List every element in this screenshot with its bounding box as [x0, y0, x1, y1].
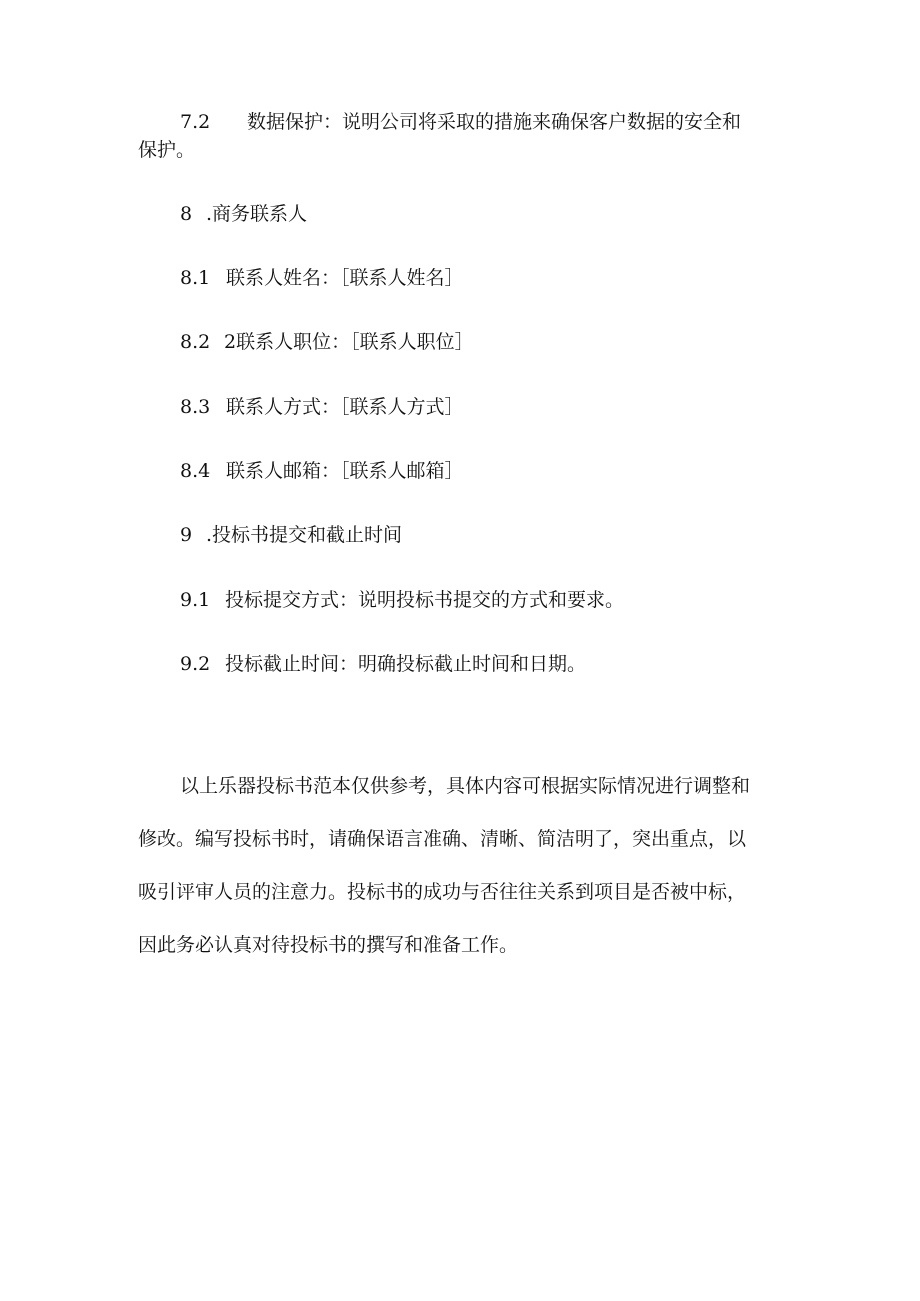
section-8-4 — [180, 457, 464, 485]
section-number: 8 — [180, 203, 193, 225]
section-text: 联系人姓名：［联系人姓名］ — [226, 267, 464, 289]
section-text: 联系人邮箱：［联系人邮箱］ — [226, 460, 464, 482]
closing-line: 以上乐器投标书范本仅供参考，具体内容可根据实际情况进行调整和 — [180, 775, 751, 797]
section-heading-text: .投标书提交和截止时间 — [206, 524, 403, 546]
closing-line: 修改。编写投标书时，请确保语言准确、清晰、简洁明了，突出重点，以 — [138, 828, 747, 850]
section-number: 8.1 — [180, 267, 211, 289]
section-text: 投标提交方式：说明投标书提交的方式和要求。 — [225, 589, 625, 611]
closing-line: 吸引评审人员的注意力。投标书的成功与否往往关系到项目是否被中标， — [138, 881, 747, 903]
section-text: 数据保护：说明公司将采取的措施来确保客户数据的安全和 — [247, 111, 742, 133]
section-number: 7.2 — [180, 111, 211, 133]
section-number: 8.4 — [180, 460, 211, 482]
section-8-2 — [180, 328, 474, 356]
section-heading-text: .商务联系人 — [206, 203, 308, 225]
section-text: 联系人方式：［联系人方式］ — [226, 396, 464, 418]
section-number: 9.2 — [180, 653, 211, 675]
closing-paragraph — [138, 772, 788, 984]
section-7-2-continuation — [138, 136, 195, 164]
section-number: 9 — [180, 524, 193, 546]
section-7-2-text — [247, 108, 741, 136]
closing-line: 因此务必认真对待投标书的撰写和准备工作。 — [138, 934, 519, 956]
section-7-2 — [180, 108, 210, 136]
section-number: 8.2 — [180, 331, 211, 353]
section-9-2 — [180, 650, 586, 678]
section-text: 2联系人职位：［联系人职位］ — [224, 331, 474, 353]
section-8-heading — [180, 200, 307, 228]
section-text: 投标截止时间：明确投标截止时间和日期。 — [225, 653, 587, 675]
section-8-1 — [180, 264, 464, 292]
section-number: 9.1 — [180, 589, 211, 611]
section-8-3 — [180, 393, 464, 421]
section-9-1 — [180, 586, 624, 614]
section-number: 8.3 — [180, 396, 211, 418]
section-text-continuation: 保护。 — [138, 139, 196, 161]
section-9-heading — [180, 521, 402, 549]
